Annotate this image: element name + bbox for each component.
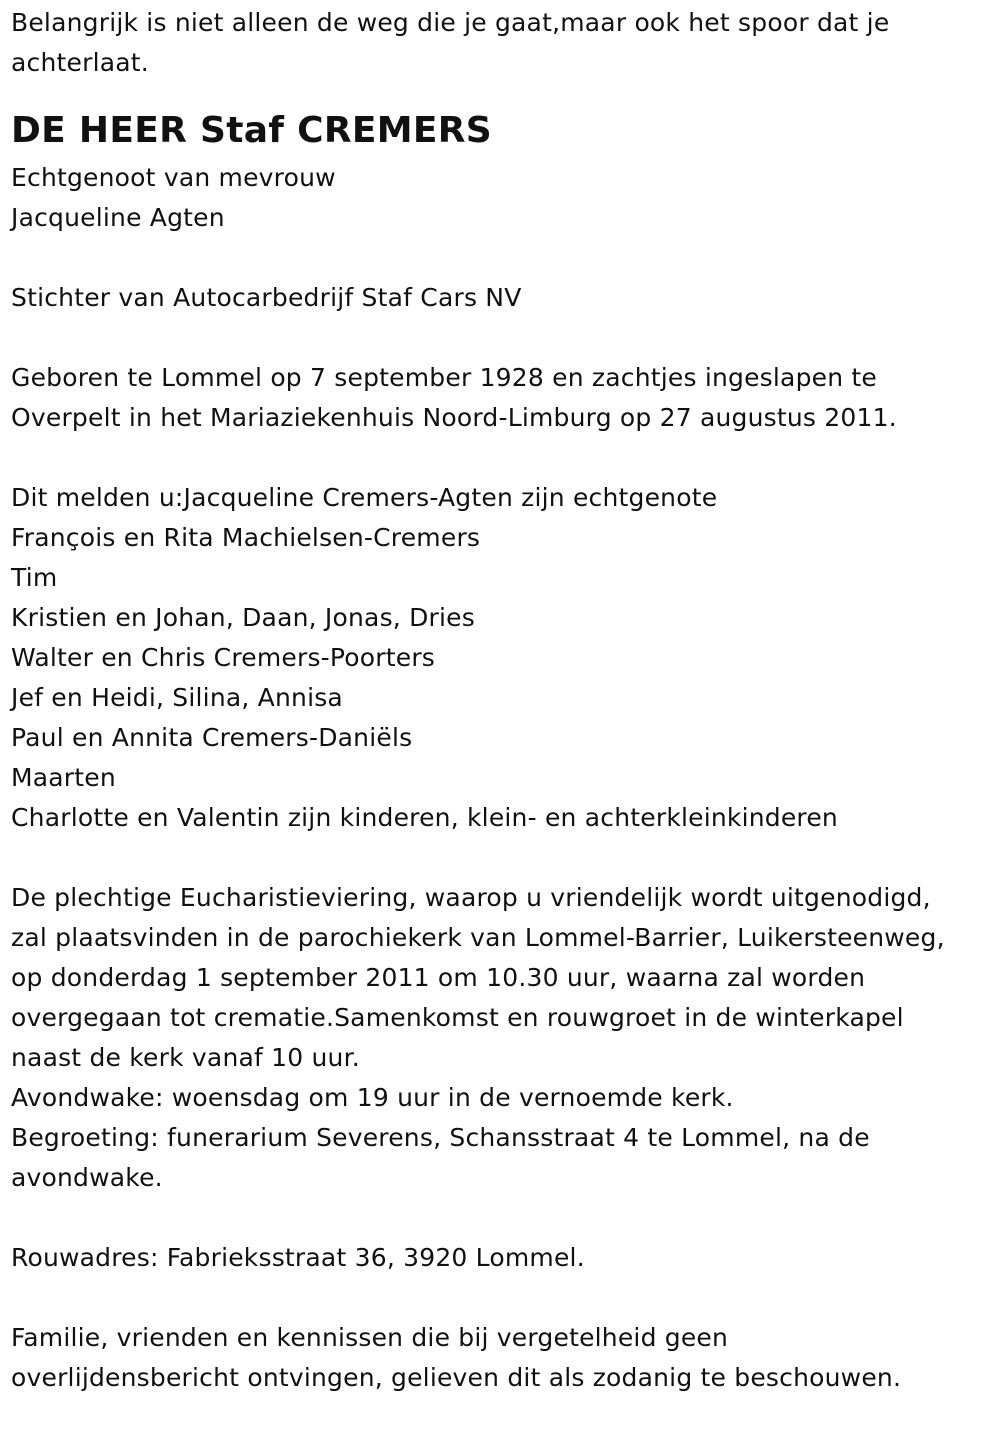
ceremony-line: De plechtige Eucharistieviering, waarop u vriendelijk wordt uitgenodigd, [11, 883, 931, 912]
family-line: Paul en Annita Cremers-Daniëls [11, 723, 413, 752]
birth-death-section [11, 358, 991, 438]
closing-section [11, 1318, 991, 1398]
ceremony-line: naast de kerk vanaf 10 uur. [11, 1043, 360, 1072]
founder-line: Stichter van Autocarbedrijf Staf Cars NV [11, 283, 522, 312]
spouse-line: Jacqueline Agten [11, 203, 225, 232]
spacer [11, 1198, 991, 1238]
ceremony-line: Begroeting: funerarium Severens, Schansstraat 4 te Lommel, na de [11, 1123, 870, 1152]
ceremony-line: Avondwake: woensdag om 19 uur in de vernoemde kerk. [11, 1083, 734, 1112]
birth-death-line: Geboren te Lommel op 7 september 1928 en zachtjes ingeslapen te [11, 363, 877, 392]
motto-line: achterlaat. [11, 48, 149, 77]
ceremony-line: op donderdag 1 september 2011 om 10.30 uur, waarna zal worden [11, 963, 866, 992]
family-line: Walter en Chris Cremers-Poorters [11, 643, 436, 672]
spacer [11, 1278, 991, 1318]
spacer [11, 838, 991, 878]
family-line: Jef en Heidi, Silina, Annisa [11, 683, 343, 712]
ceremony-line: avondwake. [11, 1163, 163, 1192]
motto [11, 3, 991, 83]
closing-line: Familie, vrienden en kennissen die bij vergetelheid geen [11, 1323, 729, 1352]
family-line: François en Rita Machielsen-Cremers [11, 523, 481, 552]
ceremony-line: overgegaan tot crematie.Samenkomst en rouwgroet in de winterkapel [11, 1003, 904, 1032]
closing-line: overlijdensbericht ontvingen, gelieven dit als zodanig te beschouwen. [11, 1363, 902, 1392]
birth-death-line: Overpelt in het Mariaziekenhuis Noord-Limburg op 27 augustus 2011. [11, 403, 897, 432]
spacer [11, 238, 991, 278]
spacer [11, 318, 991, 358]
spouse-line: Echtgenoot van mevrouw [11, 163, 336, 192]
ceremony-line: zal plaatsvinden in de parochiekerk van Lommel-Barrier, Luikersteenweg, [11, 923, 945, 952]
deceased-name-title: DE HEER Staf CREMERS [11, 110, 492, 151]
obituary-notice [11, 3, 991, 1398]
ceremony-section [11, 878, 991, 1198]
motto-line: Belangrijk is niet alleen de weg die je gaat,maar ook het spoor dat je [11, 8, 890, 37]
family-line: Charlotte en Valentin zijn kinderen, klein- en achterkleinkinderen [11, 803, 838, 832]
family-line: Tim [11, 563, 58, 592]
family-line: Maarten [11, 763, 116, 792]
family-line: Kristien en Johan, Daan, Jonas, Dries [11, 603, 475, 632]
spouse-section [11, 158, 991, 238]
family-section [11, 478, 991, 838]
family-line: Dit melden u:Jacqueline Cremers-Agten zijn echtgenote [11, 483, 718, 512]
mourning-address: Rouwadres: Fabrieksstraat 36, 3920 Lommel. [11, 1243, 585, 1272]
spacer [11, 438, 991, 478]
